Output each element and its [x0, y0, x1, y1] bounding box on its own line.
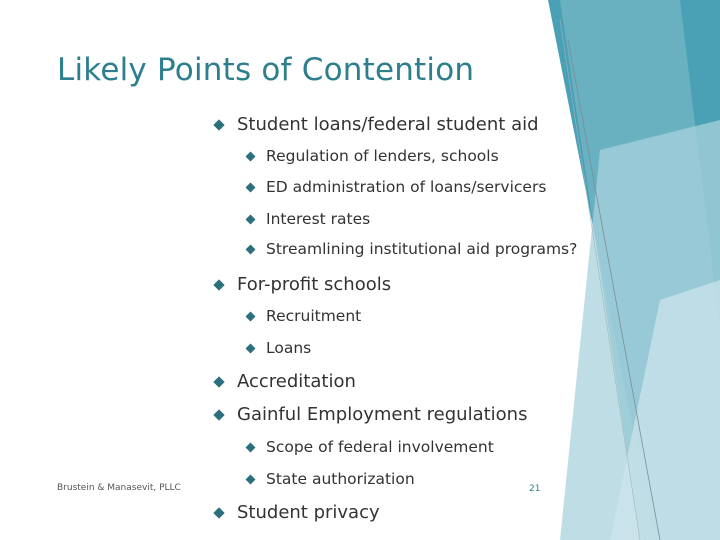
diamond-bullet-icon: [246, 343, 256, 353]
sub-bullet-text: State authorization: [266, 470, 415, 488]
bullet-text: For-profit schools: [237, 274, 392, 295]
sub-bullet-item: [245, 147, 499, 165]
sub-bullet-text: Loans: [266, 339, 312, 357]
diamond-bullet-icon: [213, 119, 224, 130]
bullet-item: [213, 274, 391, 295]
diamond-bullet-icon: [246, 442, 256, 452]
sub-bullet-item: [245, 178, 546, 196]
diamond-bullet-icon: [213, 409, 224, 420]
sub-bullet-text: Recruitment: [266, 307, 362, 325]
sub-bullet-text: Scope of federal involvement: [266, 438, 494, 456]
diamond-bullet-icon: [246, 311, 256, 321]
diamond-bullet-icon: [246, 474, 256, 484]
sub-bullet-text: ED administration of loans/servicers: [266, 178, 547, 196]
footer-firm-name: Brustein & Manasevit, PLLC: [57, 483, 181, 493]
diamond-bullet-icon: [246, 244, 256, 254]
sub-bullet-item: [245, 339, 311, 357]
sub-bullet-item: [245, 210, 370, 228]
sub-bullet-item: [245, 438, 494, 456]
diamond-bullet-icon: [213, 376, 224, 387]
sub-bullet-text: Streamlining institutional aid programs?: [266, 240, 578, 258]
diamond-bullet-icon: [213, 507, 224, 518]
sub-bullet-text: Regulation of lenders, schools: [266, 147, 499, 165]
bullet-text: Gainful Employment regulations: [237, 404, 528, 425]
sub-bullet-item: [245, 307, 361, 325]
slide-title: Likely Points of Contention: [57, 52, 475, 88]
sub-bullet-item: [245, 240, 577, 258]
bullet-item: [213, 502, 380, 523]
diamond-bullet-icon: [246, 214, 256, 224]
page-number: 21: [529, 484, 541, 494]
sub-bullet-text: Interest rates: [266, 210, 371, 228]
bullet-item: [213, 371, 356, 392]
sub-bullet-item: [245, 470, 415, 488]
bullet-item: [213, 114, 539, 135]
bullet-text: Accreditation: [237, 371, 356, 392]
bullet-text: Student loans/federal student aid: [237, 114, 539, 135]
bullet-item: [213, 404, 527, 425]
diamond-bullet-icon: [246, 151, 256, 161]
diamond-bullet-icon: [213, 279, 224, 290]
diamond-bullet-icon: [246, 182, 256, 192]
bullet-text: Student privacy: [237, 502, 380, 523]
